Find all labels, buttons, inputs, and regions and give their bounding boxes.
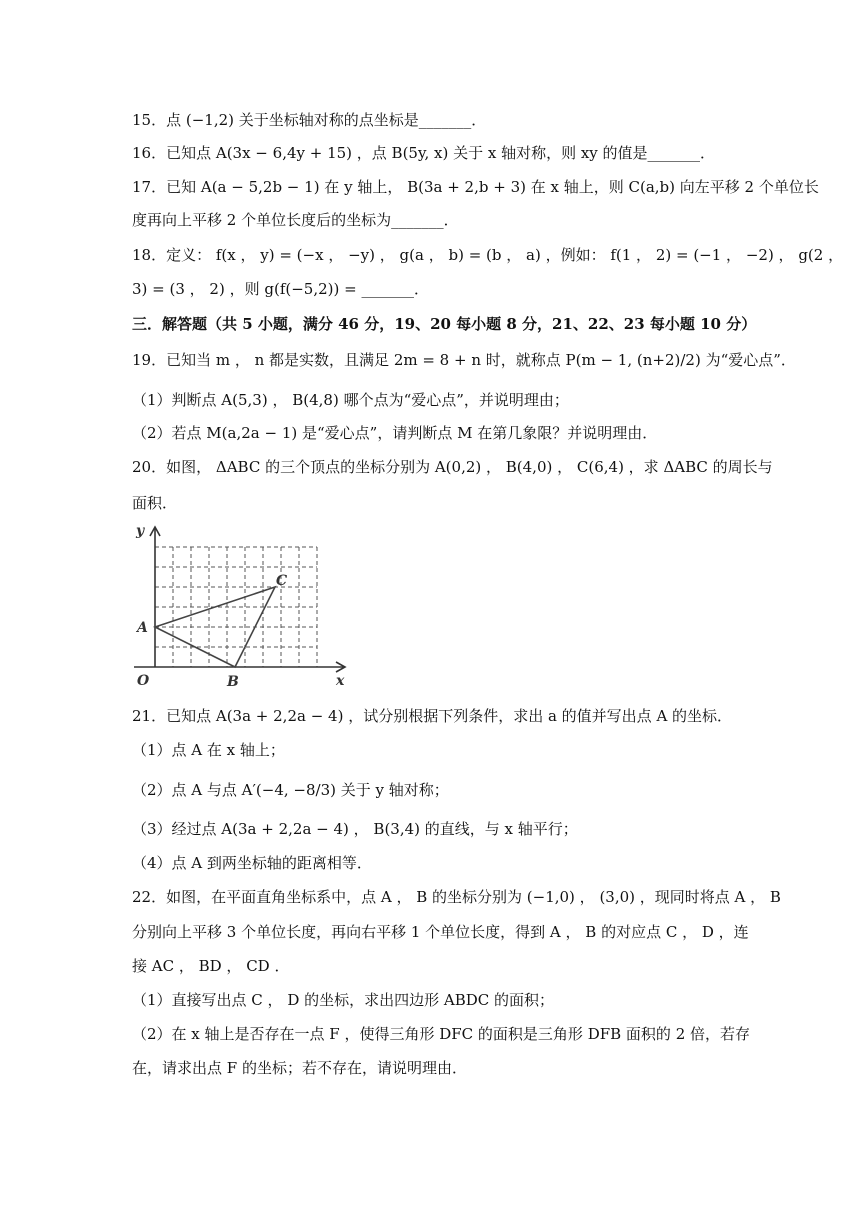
question-21: 21．已知点 A(3a + 2,2a − 4) ，试分别根据下列条件，求出 a 的值并写出点 A 的坐标． xyxy=(132,707,733,725)
question-21-part-1: （1）点 A 在 x 轴上； xyxy=(132,741,285,759)
question-22-part-1: （1）直接写出点 C ， D 的坐标，求出四边形 ABDC 的面积； xyxy=(132,991,555,1009)
question-22-part-2-line-1: （2）在 x 轴上是否存在一点 F ，使得三角形 DFC 的面积是三角形 DFB 面积的 2 倍，若存 xyxy=(132,1025,751,1043)
y-axis-label: y xyxy=(136,523,145,539)
question-17-line-1: 17．已知 A(a − 5,2b − 1) 在 y 轴上， B(3a + 2,b + 3) 在 x 轴上，则 C(a,b) 向左平移 2 个单位长 xyxy=(132,178,819,196)
point-b-label: B xyxy=(227,674,239,688)
question-19-part-2: （2）若点 M(a,2a − 1) 是“爱心点”，请判断点 M 在第几象限？并说明理由． xyxy=(132,424,658,442)
triangle-coordinate-figure xyxy=(126,516,356,688)
origin-label: O xyxy=(137,673,150,688)
question-22-line-1: 22．如图，在平面直角坐标系中，点 A ， B 的坐标分别为 (−1,0) ， (3,0) ，现同时将点 A ， B xyxy=(132,888,781,906)
question-16: 16．已知点 A(3x − 6,4y + 15) ，点 B(5y, x) 关于 x 轴对称，则 xy 的值是_______． xyxy=(132,144,716,162)
point-c-label: C xyxy=(276,573,288,589)
question-18-line-2: 3) = (3 ， 2) ，则 g(f(−5,2)) = _______． xyxy=(132,280,429,298)
question-21-part-2: （2）点 A 与点 A′(−4, −8/3) 关于 y 轴对称； xyxy=(132,781,449,799)
grid-lines xyxy=(155,547,317,667)
section-3-heading: 三．解答题（共 5 小题，满分 46 分，19、20 每小题 8 分，21、22、23 每小题 10 分） xyxy=(132,315,757,333)
question-22-line-2: 分别向上平移 3 个单位长度，再向右平移 1 个单位长度，得到 A ， B 的对应点 C ， D ，连 xyxy=(132,923,749,941)
question-20-line-1: 20．如图， ΔABC 的三个顶点的坐标分别为 A(0,2) ， B(4,0) ， C(6,4) ，求 ΔABC 的周长与 xyxy=(132,458,773,476)
question-20-line-2: 面积． xyxy=(132,494,178,512)
question-15: 15．点 (−1,2) 关于坐标轴对称的点坐标是_______． xyxy=(132,111,487,129)
question-19-part-1: （1）判断点 A(5,3) ， B(4,8) 哪个点为“爱心点”，并说明理由； xyxy=(132,391,569,409)
point-a-label: A xyxy=(137,620,148,636)
question-22-part-2-line-2: 在，请求出点 F 的坐标；若不存在，请说明理由． xyxy=(132,1059,467,1077)
question-22-line-3: 接 AC ， BD ， CD ． xyxy=(132,957,290,975)
question-21-part-3: （3）经过点 A(3a + 2,2a − 4) ， B(3,4) 的直线，与 x 轴平行； xyxy=(132,820,578,838)
question-18-line-1: 18．定义： f(x ， y) = (−x ， −y) ， g(a ， b) = (b ， a) ，例如： f(1 ， 2) = (−1 ， −2) ， g(2 ， xyxy=(132,246,844,264)
question-17-line-2: 度再向上平移 2 个单位长度后的坐标为_______． xyxy=(132,211,459,229)
question-21-part-4: （4）点 A 到两坐标轴的距离相等． xyxy=(132,854,372,872)
x-axis-label: x xyxy=(336,673,345,688)
question-19: 19．已知当 m ， n 都是实数，且满足 2m = 8 + n 时，就称点 P(m − 1, (n+2)/2) 为“爱心点”． xyxy=(132,351,796,369)
